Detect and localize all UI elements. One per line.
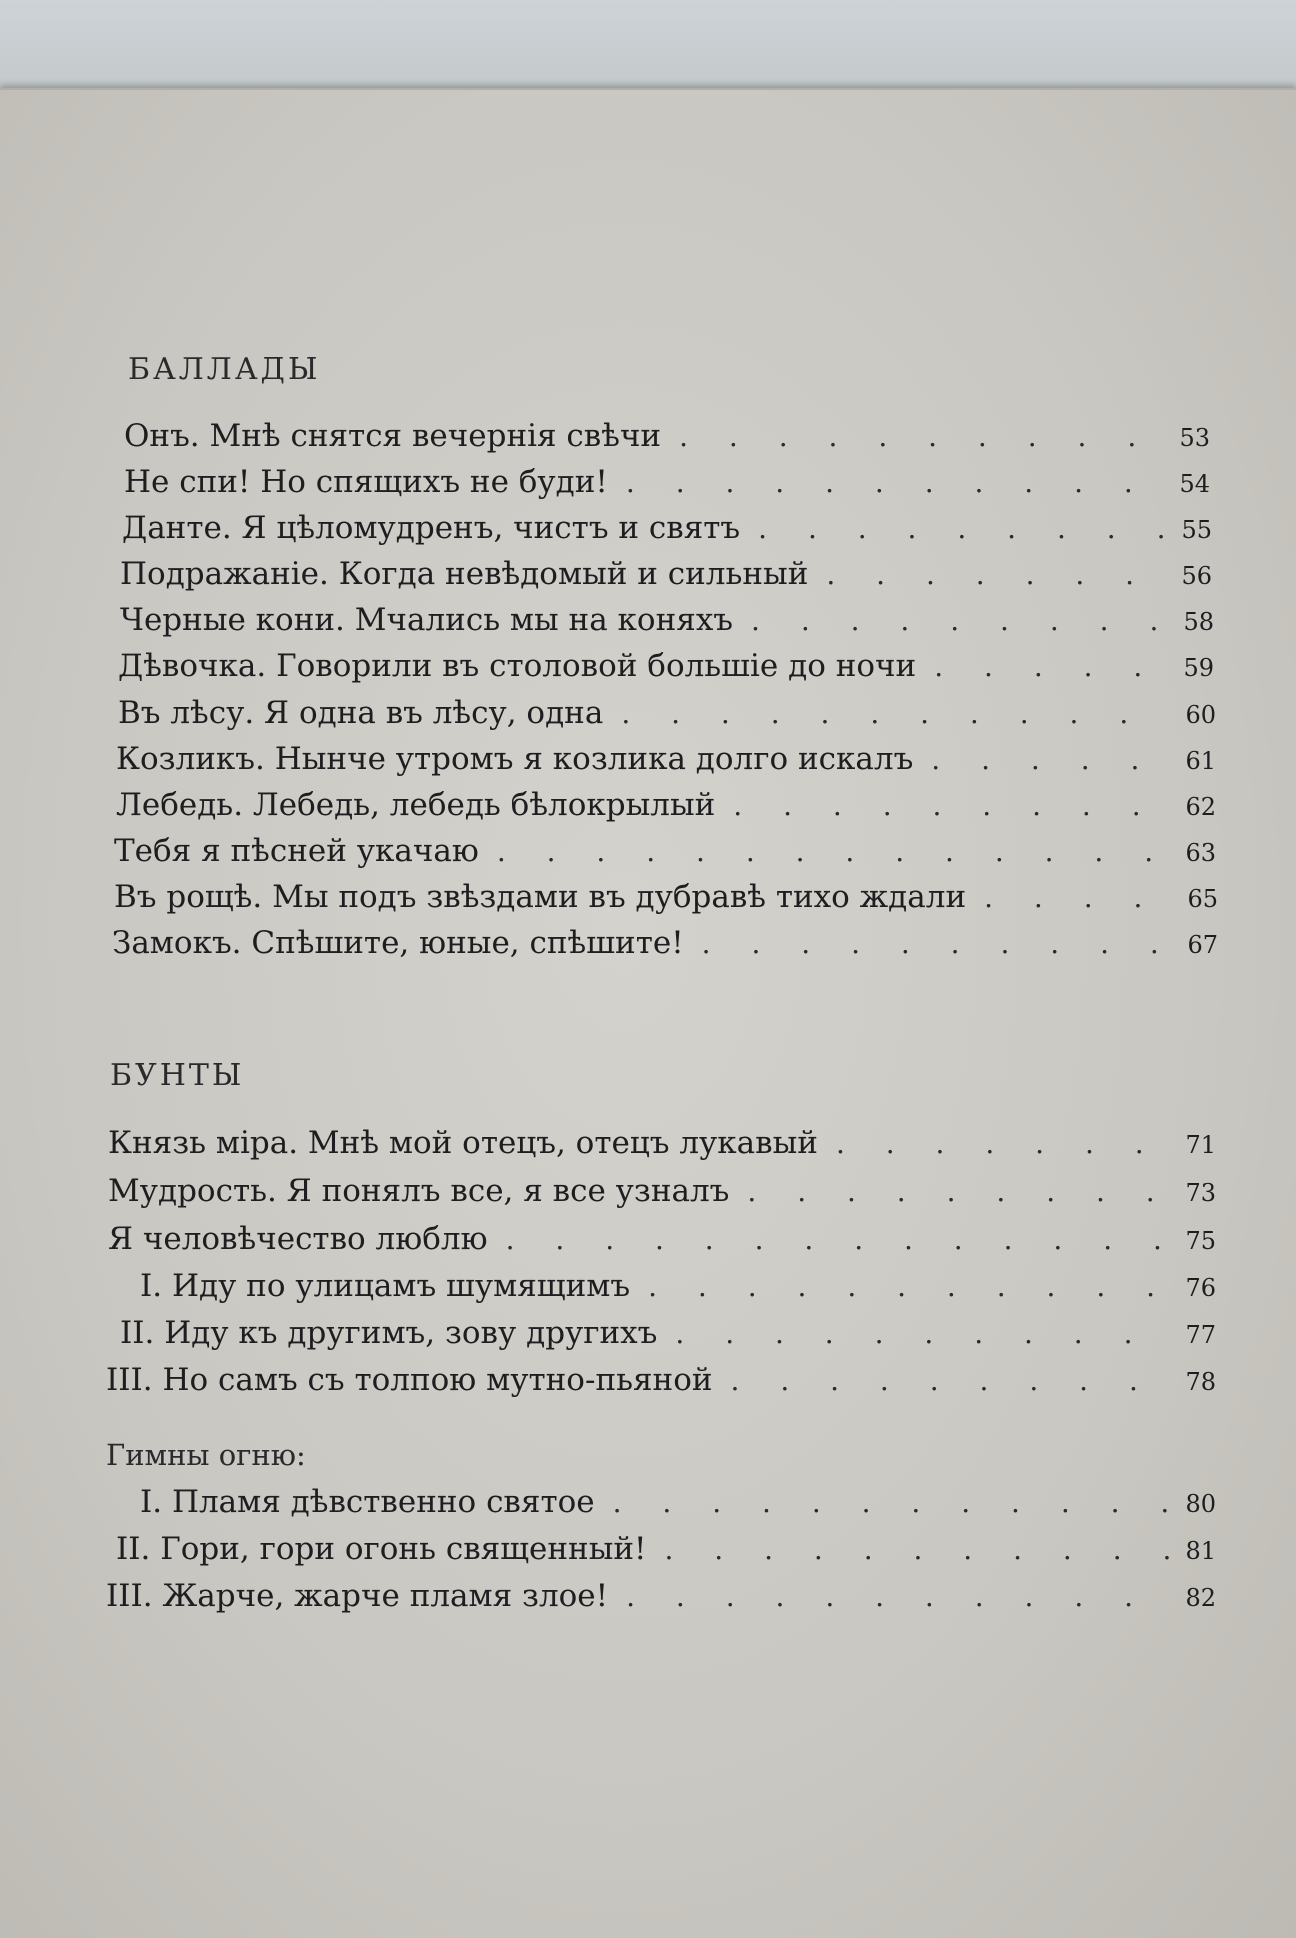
toc-entry: Дѣвочка. Говорили въ столовой большіе до ночи . . . 59 <box>118 648 1214 688</box>
toc-entry: I. Пламя дѣвственно святое . . . 80 <box>140 1484 1216 1524</box>
book-page <box>0 88 1296 1938</box>
toc-entry: Подражаніе. Когда невѣдомый и сильный . . . 56 <box>120 556 1212 596</box>
toc-entry: Мудрость. Я понялъ все, я все узналъ . . . 73 <box>108 1173 1216 1213</box>
toc-entry: Лебедь. Лебедь, лебедь бѣлокрылый . . . 62 <box>116 787 1216 827</box>
toc-entry: Въ лѣсу. Я одна въ лѣсу, одна . . . 60 <box>118 695 1216 735</box>
toc-entry: Я человѣчество люблю . . . 75 <box>108 1221 1216 1261</box>
toc-entry: Князь міра. Мнѣ мой отецъ, отецъ лукавый . . . 71 <box>108 1125 1216 1165</box>
section-title-bunty: БУНТЫ <box>110 1058 245 1093</box>
toc-entry: Онъ. Мнѣ снятся вечернія свѣчи . . . 53 <box>124 418 1210 458</box>
background <box>0 0 1296 100</box>
toc-entry: Данте. Я цѣломудренъ, чистъ и святъ . . . 55 <box>122 510 1212 550</box>
toc-entry: Замокъ. Спѣшите, юные, спѣшите! . . . 67 <box>112 925 1218 965</box>
toc-entry: II. Гори, гори огонь священный! . . . 81 <box>116 1531 1216 1571</box>
toc-entry: III. Жарче, жарче пламя злое! . . . 82 <box>106 1578 1216 1618</box>
toc-entry: I. Иду по улицамъ шумящимъ . . . 76 <box>140 1268 1216 1308</box>
toc-entry: Въ рощѣ. Мы подъ звѣздами въ дубравѣ тихо ждали . . . 65 <box>114 879 1218 919</box>
toc-entry: Козликъ. Нынче утромъ я козлика долго искалъ . . . 61 <box>116 741 1216 781</box>
toc-entry: III. Но самъ съ толпою мутно-пьяной . . . 78 <box>106 1362 1216 1402</box>
subheading-gimny-ognyu: Гимны огню: <box>106 1438 306 1472</box>
section-title-ballady: БАЛЛАДЫ <box>128 352 321 387</box>
toc-entry: II. Иду къ другимъ, зову другихъ . . . 77 <box>120 1315 1216 1355</box>
toc-entry: Не спи! Но спящихъ не буди! . . . 54 <box>124 464 1210 504</box>
toc-entry: Тебя я пѣсней укачаю . . . 63 <box>114 833 1216 873</box>
toc-entry: Черные кони. Мчались мы на коняхъ . . . 58 <box>120 602 1214 642</box>
